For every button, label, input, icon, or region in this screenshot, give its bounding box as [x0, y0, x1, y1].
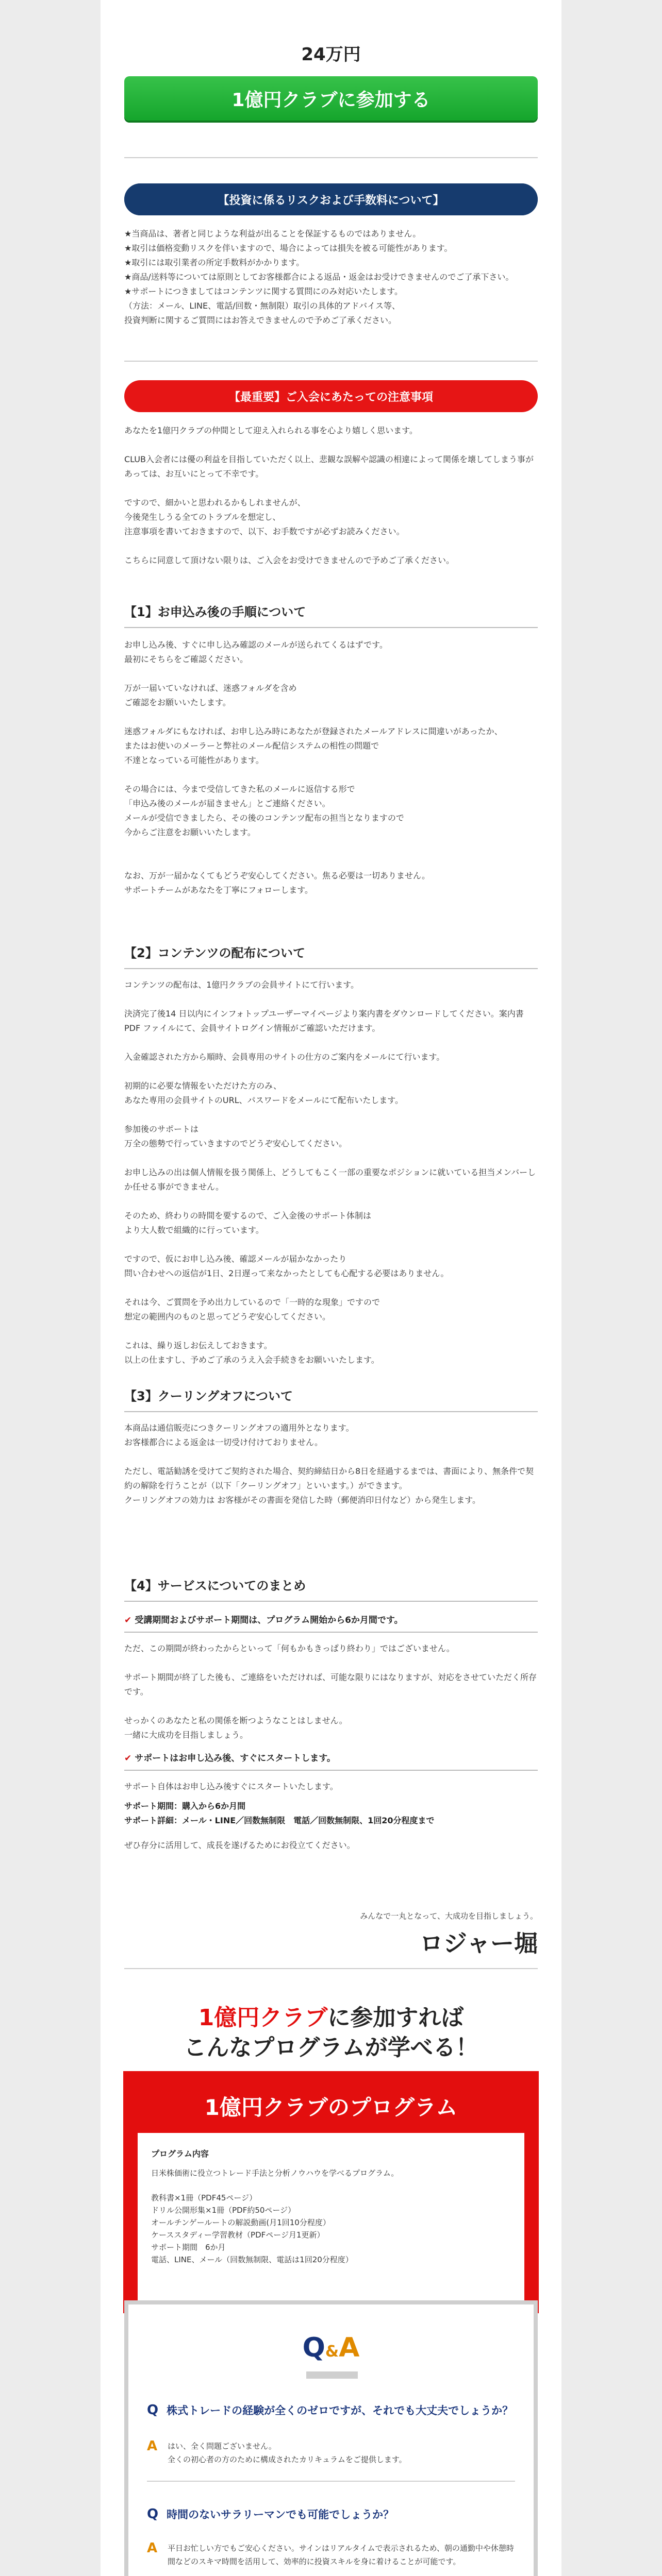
- support-period: サポート期間：購入から6か月間: [124, 1801, 246, 1811]
- risk-text: ★当商品は、著者と同じような利益が出ることを保証するものではありません。 ★取引は価格変動リスクを伴いますので、場合によっては損失を被る可能性があります。 ★取引には取引業者の所定手数料がかかります。 ★商品/送料等については原則としてお客様都合による返品・返金はお受けできませんのでご了承下さい。 ★サポートにつきましてはコンテンツに関する質問にのみ対応いたします。 （方法：メール、LINE、電話/回数・無制限）取引の具体的アドバイス等、 投資判断に関するご質問にはお答えできませんので予めご了承ください。: [124, 229, 514, 325]
- notice-heading: 【最重要】ご入会にあたっての注意事項: [124, 380, 538, 412]
- answer-icon: A: [147, 2438, 158, 2454]
- check-item-period: [124, 1613, 538, 1633]
- faq-title-q: Q: [302, 2332, 325, 2363]
- section4-text1: ただ、この期間が終わったからといって「何もかもきっぱり終わり」ではございません。 サポート期間が終了した後も、ご連絡をいただければ、可能な限りにはなりますが、対応をさせていただく所存です。 せっかくのあなたと私の関係を断つようなことはしません。 一緒に大成功を目指しましょう。: [124, 1643, 537, 1740]
- faq-answer-text: 平日お忙しい方でもご安心ください。サインはリアルタイムで表示されるため、朝の通勤中や休憩時間などのスキマ時間を活用して、効率的に投資スキルを身に着けることが可能です。: [168, 2544, 514, 2566]
- section3-text: 本商品は通信販売につきクーリングオフの適用外となります。 お客様都合による返金は一切受け付けておりません。 ただし、電話勧誘を受けてご契約された場合、契約締結日から8日を経過するまでは、書面により、無条件で契約の解除を行うことが（以下「クーリングオフ」といいます。）ができます。 クーリングオフの効力は お客様がその書面を発信した時（郵便消印日付など）から発生します。: [124, 1423, 534, 1505]
- program-content: [138, 2133, 524, 2303]
- answer-icon: A: [147, 2540, 158, 2556]
- divider: [124, 157, 538, 158]
- join-club-button[interactable]: 1億円クラブに参加する: [124, 76, 538, 121]
- faq-question-text: 株式トレードの経験が全くのゼロですが、それでも大丈夫でしょうか？: [167, 2404, 514, 2417]
- section4-title: 【4】サービスについてのまとめ: [124, 1575, 538, 1602]
- section1-title: 【1】お申込み後の手順について: [124, 602, 538, 628]
- section3-title: 【3】クーリングオフについて: [124, 1386, 538, 1412]
- section4-text2: サポート自体はお申し込み後すぐにスタートいたします。: [124, 1782, 338, 1791]
- headline-club-name: 1億円クラブ: [198, 2005, 328, 2031]
- risk-heading: 【投資に係るリスクおよび手数料について】: [124, 183, 538, 215]
- faq-title-amp: &: [325, 2343, 339, 2361]
- faq-question-text: 時間のないサラリーマンでも可能でしょうか？: [167, 2509, 394, 2521]
- faq-title-underline: [306, 2371, 358, 2379]
- question-icon: Q: [147, 2402, 159, 2418]
- section2-title: 【2】コンテンツの配布について: [124, 943, 538, 969]
- section4-closing: ぜひ存分に活用して、成長を遂げるためにお役立てください。: [124, 1840, 355, 1850]
- faq-question: [147, 2506, 515, 2522]
- program-title: 1億円クラブのプログラム: [204, 2095, 458, 2120]
- check-item-start: [124, 1751, 538, 1771]
- faq-answer: [147, 2541, 515, 2576]
- program-label: プログラム内容: [151, 2149, 209, 2159]
- faq-question: [147, 2402, 515, 2418]
- program-headline: [101, 1999, 561, 2032]
- faq-title-a: A: [339, 2332, 360, 2363]
- section2-text: コンテンツの配布は、1億円クラブの会員サイトにて行います。 決済完了後14 日以内にインフォトップユーザーマイページより案内書をダウンロードしてください。案内書PDF ファイルにて、会員サイトログイン情報がご確認いただけます。 入金確認された方から順時、会員専用のサイトの仕方のご案内をメールにて行います。 初期的に必要な情報をいただけた方のみ、 あなた専用の会員サイトのURL、パスワードをメールにて配布いたします。 参加後のサポートは 万全の態勢で行っていきますのでどうぞ安心してください。 お申し込みの出は個人情報を扱う関係上、どうしてもこく一部の重要なポジションに就いている担当メンバーしか任せる事ができません。 そのため、終わりの時間を要するので、ご入金後のサポート体制は より大人数で組織的に行っています。 ですので、仮にお申し込み後、確認メールが届かなかったり 問い合わせへの返信が1日、2日遅って来なかったとしても心配する必要はありません。 それは今、ご質問を予め出力しているので「一時的な現象」ですので 想定の範囲内のものと思ってどうぞ安心してください。 これは、繰り返しお伝えしておきます。 以上の仕ますし、予めご了承のうえ入会手続きをお願いいたします。: [124, 980, 536, 1365]
- divider: [124, 361, 538, 362]
- check-icon: ✔: [124, 1615, 132, 1625]
- notice-intro: あなたを1億円クラブの仲間として迎え入れられる事を心より嬉しく思います。 CLUB入会者には優の利益を目指していただく以上、悲観な誤解や認識の相違によって関係を壊してしまう事があっては、お互いにとって不幸です。 ですので、細かいと思われるかもしれませんが、 今後発生しうる全てのトラブルを想定し、 注意事項を書いておきますので、以下、お手数ですが必ずお読みください。 こちらに同意して頂けない限りは、ご入会をお受けできませんので予めご了承ください。: [124, 426, 534, 565]
- check-icon: ✔: [124, 1753, 132, 1764]
- divider: [124, 1968, 538, 1969]
- faq-section: [124, 2300, 538, 2576]
- faq-title: [128, 2332, 534, 2363]
- section1-text: お申し込み後、すぐに申し込み確認のメールが送られてくるはずです。 最初にそちらをご確認ください。 万が一届いていなければ、迷惑フォルダを含め ご確認をお願いいたします。 迷惑フォルダにもなければ、お申し込み時にあなたが登録されたメールアドレスに間違いがあったか、 またはお使いのメーラーと弊社のメール配信システムの相性の問題で 不達となっている可能性があります。 その場合には、今まで受信してきた私のメールに返信する形で 「申込み後のメールが届きません」とご連絡ください。 メールが受信できましたら、その後のコンテンツ配布の担当となりますので 今からご注意をお願いいたします。 なお、万が一届かなくてもどうぞ安心してください。焦る必要は一切ありません。 サポートチームがあなたを丁寧にフォローします。: [124, 640, 503, 895]
- faq-divider: [147, 2481, 515, 2482]
- faq-answer: [147, 2439, 515, 2470]
- program-box: [123, 2071, 539, 2313]
- support-detail: サポート詳細：メール・LINE／回数無制限 電話／回数無制限、1回20分程度まで: [124, 1816, 435, 1825]
- faq-answer-text: はい、全く問題ございません。 全くの初心者の方のために構成されたカリキュラムをご提供します。: [168, 2442, 407, 2464]
- headline-text: に参加すれば: [327, 2005, 464, 2031]
- page: [101, 0, 561, 2576]
- check-item-label: 受講期間およびサポート期間は、プログラム開始から6か月間です。: [135, 1615, 403, 1625]
- check-item-label: サポートはお申し込み後、すぐにスタートします。: [135, 1753, 336, 1764]
- question-icon: Q: [147, 2506, 159, 2522]
- program-text: 日米株価術に役立つトレード手法と分析ノウハウを学べるプログラム。 教科書×1冊（PDF45ページ） ドリル公開形集×1冊（PDF約50ページ） オールチンゲールートの解説動画(月1回10分程度） ケーススタディー学習教材（PDFページ月1更新） サポート期間 6か月 電話、LINE、メール（回数無制限、電話は1回20分程度）: [151, 2168, 399, 2264]
- price-label: 24万円: [301, 44, 361, 65]
- signature-name: ロジャー堀: [419, 1929, 538, 1957]
- signature-caption: みんなで一丸となって、大成功を目指しましょう。: [360, 1911, 538, 1921]
- program-headline-line2: こんなプログラムが学べる！: [184, 2035, 478, 2061]
